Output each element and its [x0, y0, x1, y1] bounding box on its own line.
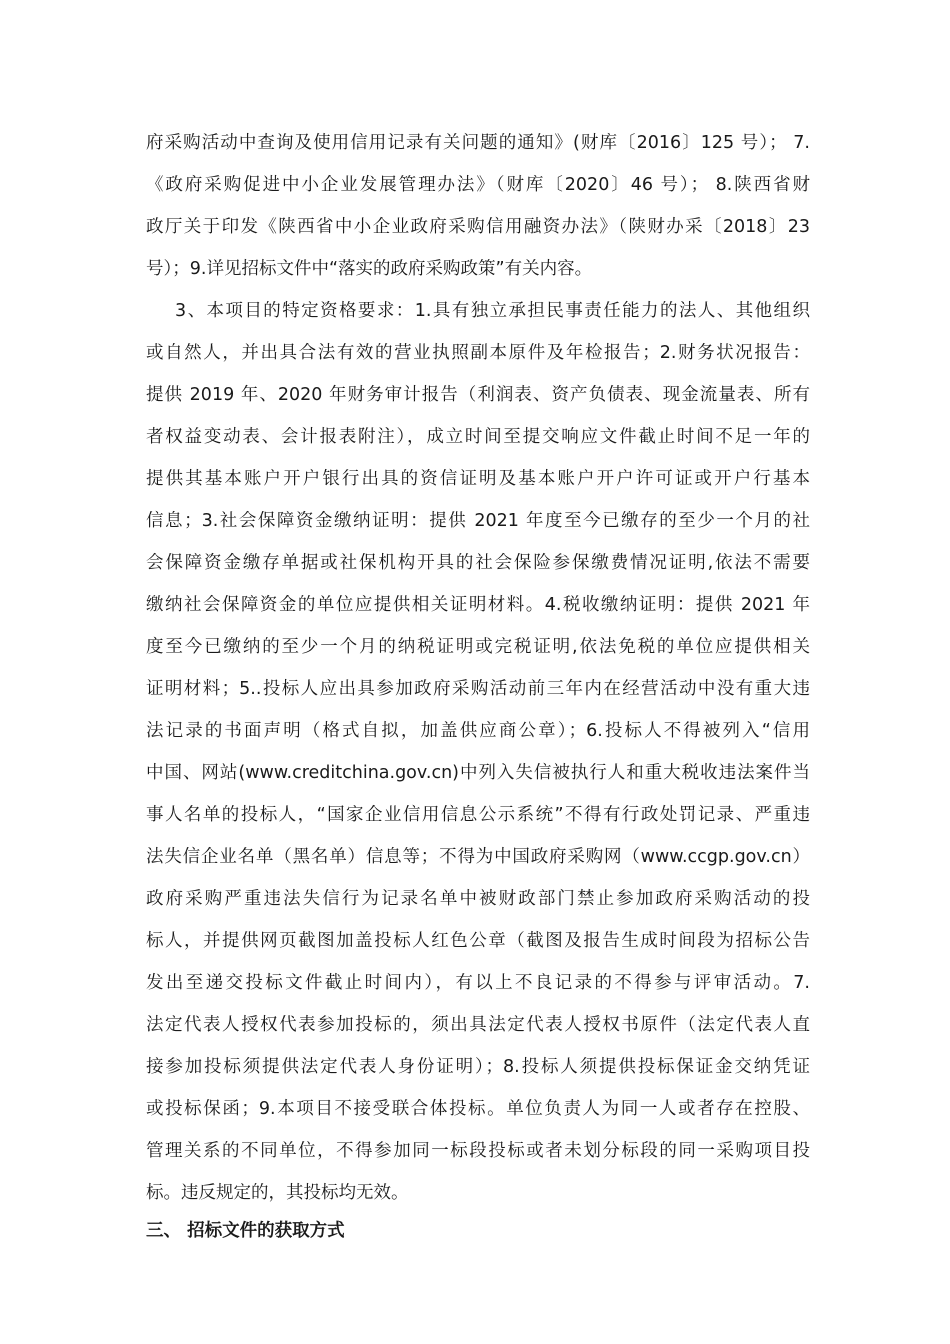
text-line-24: 或投标保函；9.本项目不接受联合体投标。单位负责人为同一人或者存在控股、 — [146, 1099, 810, 1119]
text-line-12: 缴纳社会保障资金的单位应提供相关证明材料。4.税收缴纳证明：提供 2021 年 — [146, 595, 810, 615]
text-line-1: 府采购活动中查询及使用信用记录有关问题的通知》(财库〔2016〕125 号）； 7. — [146, 133, 810, 153]
text-line-4: 号）；9.详见招标文件中“落实的政府采购政策”有关内容。 — [146, 259, 593, 279]
text-line-19: 政府采购严重违法失信行为记录名单中被财政部门禁止参加政府采购活动的投 — [146, 889, 810, 909]
text-line-3: 政厅关于印发《陕西省中小企业政府采购信用融资办法》（陕财办采〔2018〕23 — [146, 217, 810, 237]
text-line-9: 提供其基本账户开户银行出具的资信证明及基本账户开户许可证或开户行基本 — [146, 469, 810, 489]
text-line-6: 或自然人，并出具合法有效的营业执照副本原件及年检报告；2.财务状况报告： — [146, 343, 810, 363]
text-line-25: 管理关系的不同单位，不得参加同一标段投标或者未划分标段的同一采购项目投 — [146, 1141, 810, 1161]
text-line-10: 信息；3.社会保障资金缴纳证明：提供 2021 年度至今已缴存的至少一个月的社 — [146, 511, 810, 531]
text-line-7: 提供 2019 年、2020 年财务审计报告（利润表、资产负债表、现金流量表、所有 — [146, 385, 810, 405]
text-line-20: 标人，并提供网页截图加盖投标人红色公章（截图及报告生成时间段为招标公告 — [146, 931, 810, 951]
text-line-16: 中国、网站(www.creditchina.gov.cn)中列入失信被执行人和重大税收违法案件当 — [146, 763, 810, 783]
text-line-15: 法记录的书面声明（格式自拟，加盖供应商公章）；6.投标人不得被列入“信用 — [146, 721, 810, 741]
text-line-21: 发出至递交投标文件截止时间内），有以上不良记录的不得参与评审活动。7. — [146, 973, 810, 993]
section-heading: 三、 招标文件的获取方式 — [146, 1221, 345, 1241]
text-line-11: 会保障资金缴存单据或社保机构开具的社会保险参保缴费情况证明,依法不需要 — [146, 553, 810, 573]
text-line-8: 者权益变动表、会计报表附注），成立时间至提交响应文件截止时间不足一年的 — [146, 427, 810, 447]
text-line-23: 接参加投标须提供法定代表人身份证明）；8.投标人须提供投标保证金交纳凭证 — [146, 1057, 810, 1077]
text-line-14: 证明材料；5..投标人应出具参加政府采购活动前三年内在经营活动中没有重大违 — [146, 679, 810, 699]
text-line-17: 事人名单的投标人，“国家企业信用信息公示系统”不得有行政处罚记录、严重违 — [146, 805, 810, 825]
text-line-2: 《政府采购促进中小企业发展管理办法》（财库〔2020〕46 号）； 8.陕西省财 — [146, 175, 810, 195]
text-line-18: 法失信企业名单（黑名单）信息等；不得为中国政府采购网（www.ccgp.gov.cn） — [146, 847, 810, 867]
text-line-5: 3、本项目的特定资格要求：1.具有独立承担民事责任能力的法人、其他组织 — [175, 301, 810, 321]
text-line-22: 法定代表人授权代表参加投标的，须出具法定代表人授权书原件（法定代表人直 — [146, 1015, 810, 1035]
text-line-13: 度至今已缴纳的至少一个月的纳税证明或完税证明,依法免税的单位应提供相关 — [146, 637, 810, 657]
text-line-26: 标。违反规定的，其投标均无效。 — [146, 1183, 409, 1203]
